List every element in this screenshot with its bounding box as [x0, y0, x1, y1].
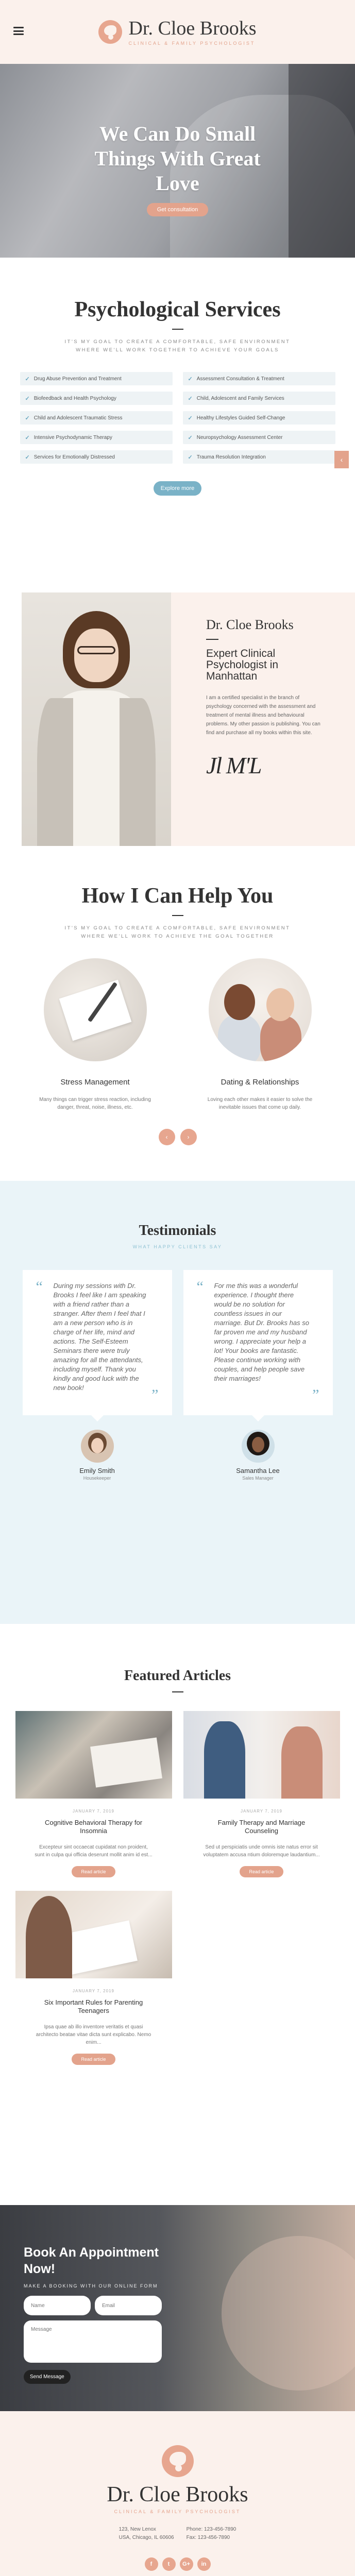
- help-section: [0, 846, 355, 1181]
- check-icon: ✓: [188, 376, 193, 382]
- brand-name: Dr. Cloe Brooks: [128, 17, 257, 39]
- services-section: [0, 258, 355, 592]
- testimonial: [183, 1270, 333, 1481]
- article-date: JANUARY 7, 2019: [73, 1808, 114, 1814]
- avatar: [242, 1430, 275, 1463]
- service-item[interactable]: ✓ Child, Adolescent and Family Services: [183, 392, 335, 405]
- brand-tagline: CLINICAL & FAMILY PSYCHOLOGIST: [128, 40, 256, 46]
- service-item[interactable]: ✓ Child and Adolescent Traumatic Stress: [20, 411, 173, 425]
- article-image[interactable]: [15, 1891, 172, 1978]
- arrow-right-icon[interactable]: ›: [180, 1129, 197, 1145]
- name-input[interactable]: [24, 2296, 91, 2315]
- services-list: [20, 372, 335, 464]
- article-card: [15, 1891, 172, 2065]
- hero-title: We Can Do Small Things With Great Love: [94, 122, 261, 195]
- divider: [172, 915, 183, 916]
- help-card-text: Many things can trigger stress reaction, including danger, threat, noise, illness, etc.: [39, 1097, 151, 1111]
- address-line: 123, New Lenox: [119, 2527, 156, 2532]
- help-card-title: Stress Management: [60, 1078, 130, 1087]
- message-input[interactable]: [24, 2320, 162, 2363]
- testimonials-subtitle: WHAT HAPPY CLIENTS SAY: [132, 1244, 223, 1249]
- services-subtitle: IT'S MY GOAL TO CREATE A COMFORTABLE, SAFE ENVIRONMENT WHERE WE'LL WORK TOGETHER TO ACHIEVE YOUR GOALS: [64, 339, 291, 353]
- service-item[interactable]: ✓ Assessment Consultation & Treatment: [183, 372, 335, 385]
- article-date: JANUARY 7, 2019: [241, 1808, 282, 1814]
- carousel-controls: [0, 1129, 355, 1145]
- check-icon: ✓: [25, 395, 30, 402]
- email-input[interactable]: [95, 2296, 162, 2315]
- article-title[interactable]: Cognitive Behavioral Therapy for Insomnia: [44, 1818, 143, 1835]
- article-excerpt: Sed ut perspiciatis unde omnis iste natus error sit voluptatem accusa ntium doloremque laudantium...: [203, 1844, 320, 1858]
- article-image[interactable]: [183, 1711, 340, 1799]
- quote-text: For me this was a wonderful experience. I thought there would be no solution for countless issues in our marriage. But Dr. Brooks has so far proven me and my husband wrong. I appreciate your help a lot! Your books are fantastic. Please continue working with couples, and help people save their marriages!: [214, 1281, 309, 1382]
- article-title[interactable]: Six Important Rules for Parenting Teenagers: [44, 1998, 143, 2014]
- chevron-left-icon[interactable]: ‹: [334, 451, 349, 468]
- appointment-title: Book An Appointment Now!: [24, 2245, 159, 2276]
- doctor-role: Expert Clinical Psychologist in Manhattan: [206, 648, 279, 682]
- check-icon: ✓: [25, 415, 30, 421]
- site-header: [0, 0, 355, 64]
- quote-box: [23, 1270, 172, 1415]
- article-title[interactable]: Family Therapy and Marriage Counseling: [217, 1818, 306, 1835]
- footer-brand-tagline: CLINICAL & FAMILY PSYCHOLOGIST: [114, 2509, 241, 2514]
- brand-logo[interactable]: [98, 19, 256, 46]
- quote-text: During my sessions with Dr. Brooks I feel like I am speaking with a friend rather than a stranger. After them I feel that I am a new person who is in charge of her life, mind and actions. The Self-Esteem Seminars there were truly amazing for all the attendants, including myself. Thank you kindly and good luck with the new book!: [53, 1281, 146, 1392]
- help-title: How I Can Help You: [81, 884, 274, 908]
- help-card[interactable]: [183, 958, 337, 1111]
- social-links: [0, 2557, 355, 2571]
- articles-grid: [15, 1711, 340, 2065]
- help-card[interactable]: [18, 958, 173, 1111]
- stress-image: [44, 958, 147, 1061]
- appointment-section: [0, 2205, 355, 2411]
- service-item[interactable]: ✓ Services for Emotionally Distressed: [20, 450, 173, 464]
- service-item[interactable]: ✓ Drug Abuse Prevention and Treatment: [20, 372, 173, 385]
- article-date: JANUARY 7, 2019: [73, 1988, 114, 1993]
- twitter-icon[interactable]: t: [162, 2557, 176, 2571]
- help-card-text: Loving each other makes it easier to solve the inevitable issues that come up daily.: [207, 1097, 313, 1111]
- article-image[interactable]: [15, 1711, 172, 1799]
- phone-number[interactable]: Phone: 123-456-7890: [186, 2527, 236, 2532]
- head-silhouette-icon: [162, 2445, 194, 2477]
- doctor-bio: I am a certified specialist in the branch of psychology concerned with the assessment and treatment of mental illness and behavioural problems. My other passion is publishing. You can find and purchase all my books within this site.: [206, 695, 320, 736]
- testimonials-list: [23, 1270, 333, 1481]
- service-item[interactable]: ✓ Neuropsychology Assessment Center: [183, 431, 335, 444]
- divider: [206, 639, 218, 640]
- testimonials-section: [0, 1181, 355, 1624]
- testimonials-title: Testimonials: [139, 1223, 216, 1239]
- linkedin-icon[interactable]: in: [197, 2557, 211, 2571]
- footer-brand-name[interactable]: Dr. Cloe Brooks: [107, 2483, 248, 2506]
- testimonial-name: Samantha Lee: [236, 1466, 280, 1475]
- article-card: [15, 1711, 172, 1877]
- avatar: [81, 1430, 114, 1463]
- articles-section: [0, 1624, 355, 2205]
- address-line: USA, Chicago, IL 60606: [119, 2535, 174, 2540]
- service-item[interactable]: ✓ Healthy Lifestyles Guided Self-Change: [183, 411, 335, 425]
- hero-banner: [0, 64, 355, 258]
- testimonial-role: Sales Manager: [242, 1475, 274, 1481]
- explore-more-button[interactable]: Explore more: [154, 481, 201, 496]
- check-icon: ✓: [188, 434, 193, 441]
- check-icon: ✓: [25, 434, 30, 441]
- service-item[interactable]: ✓ Biofeedback and Health Psychology: [20, 392, 173, 405]
- signature: Jl M'L: [206, 752, 261, 778]
- arrow-left-icon[interactable]: ‹: [159, 1129, 175, 1145]
- quote-open-icon: “: [36, 1278, 43, 1295]
- site-footer: [0, 2411, 355, 2576]
- doctor-photo: [22, 592, 171, 846]
- facebook-icon[interactable]: f: [145, 2557, 158, 2571]
- doctor-name: Dr. Cloe Brooks: [206, 617, 294, 632]
- dating-image: [209, 958, 312, 1061]
- google-plus-icon[interactable]: G+: [180, 2557, 193, 2571]
- divider: [172, 1691, 183, 1692]
- help-cards: [18, 958, 337, 1111]
- read-article-button[interactable]: Read article: [72, 1866, 115, 1877]
- fax-number: Fax: 123-456-7890: [186, 2535, 230, 2540]
- about-card: [171, 592, 355, 846]
- service-item[interactable]: ✓ Trauma Resolution Integration: [183, 450, 335, 464]
- divider: [172, 329, 183, 330]
- article-excerpt: Excepteur sint occaecat cupidatat non proident, sunt in culpa qui officia deserunt mollit anim id est...: [35, 1844, 153, 1858]
- testimonial-name: Emily Smith: [79, 1466, 115, 1475]
- quote-open-icon: “: [196, 1278, 204, 1295]
- testimonial: [23, 1270, 172, 1481]
- check-icon: ✓: [25, 454, 30, 461]
- read-article-button[interactable]: Read article: [72, 2054, 115, 2065]
- article-card: [183, 1711, 340, 1877]
- check-icon: ✓: [188, 454, 193, 461]
- contact-info: [0, 2526, 355, 2542]
- hamburger-menu-icon[interactable]: [13, 27, 24, 35]
- check-icon: ✓: [25, 376, 30, 382]
- read-article-button[interactable]: Read article: [240, 1866, 283, 1877]
- help-subtitle: IT'S MY GOAL TO CREATE A COMFORTABLE, SAFE ENVIRONMENT WHERE WE'LL WORK TO ACHIEVE THE GOAL TOGETHER: [64, 925, 291, 940]
- head-silhouette-icon: [98, 20, 122, 44]
- services-title: Psychological Services: [74, 298, 281, 321]
- help-card-title: Dating & Relationships: [221, 1078, 299, 1087]
- appointment-subtitle: MAKE A BOOKING WITH OUR ONLINE FORM: [24, 2283, 158, 2289]
- quote-close-icon: ”: [312, 1386, 319, 1403]
- article-excerpt: Ipsa quae ab illo inventore veritatis et quasi architecto beatae vitae dicta sunt explicabo. Nemo enim...: [36, 2024, 151, 2045]
- check-icon: ✓: [188, 415, 193, 421]
- check-icon: ✓: [188, 395, 193, 402]
- get-consultation-button[interactable]: Get consultation: [147, 203, 209, 216]
- quote-box: [183, 1270, 333, 1415]
- quote-close-icon: ”: [151, 1386, 159, 1403]
- about-section: [0, 592, 355, 846]
- articles-title: Featured Articles: [124, 1668, 231, 1684]
- service-item[interactable]: ✓ Intensive Psychodynamic Therapy: [20, 431, 173, 444]
- send-message-button[interactable]: Send Message: [24, 2370, 71, 2384]
- testimonial-role: Housekeeper: [83, 1475, 111, 1481]
